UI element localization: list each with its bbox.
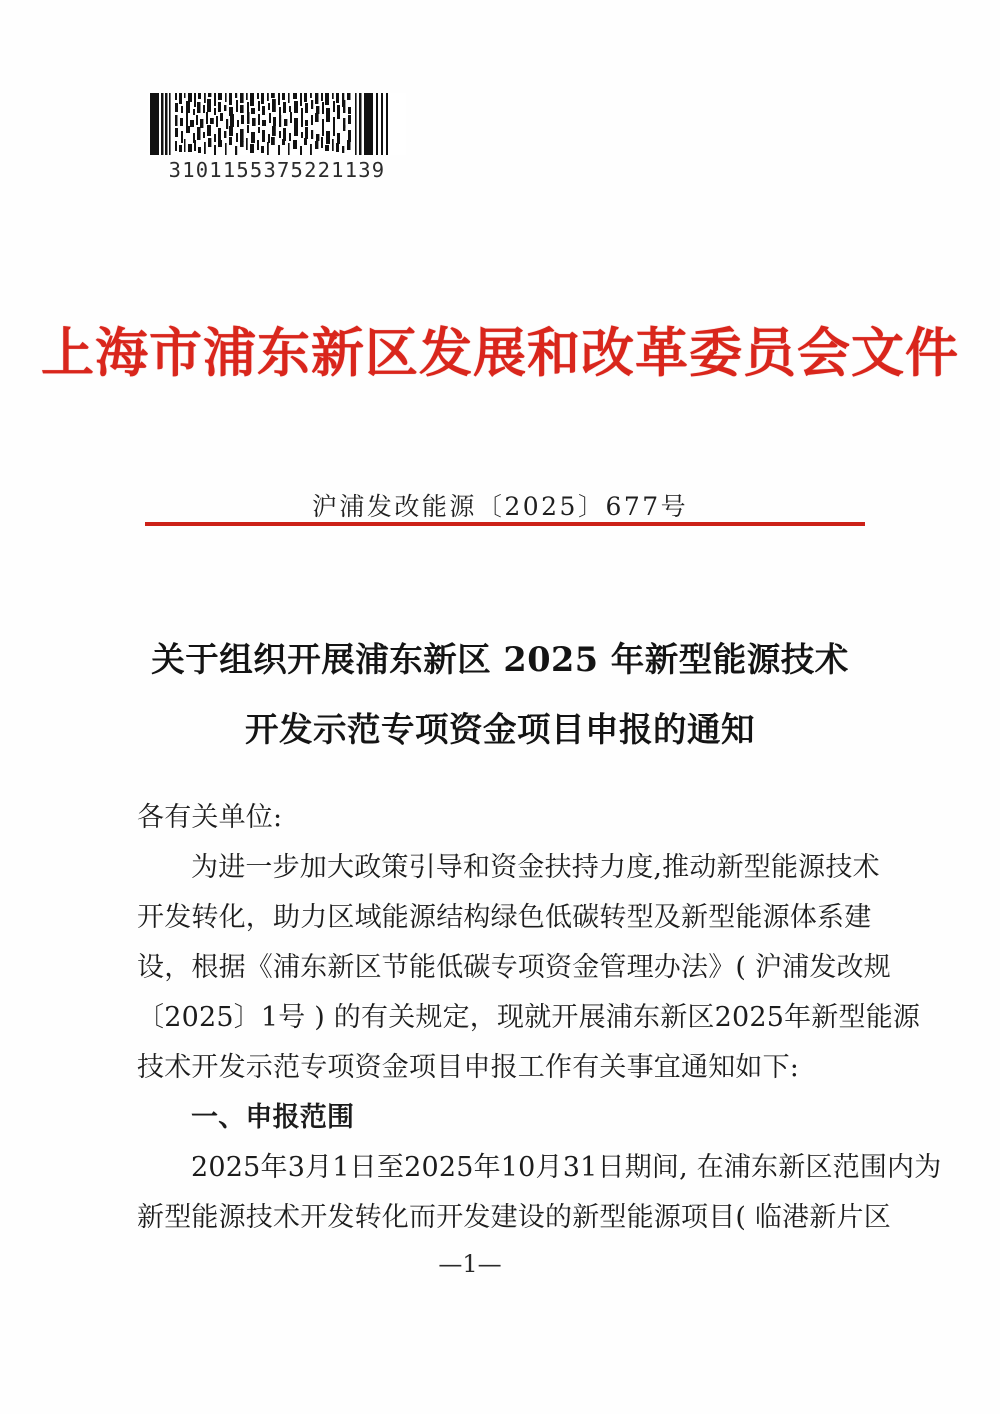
section-line: 2025年3月1日至2025年10月31日期间, 在浦东新区范围内为 — [191, 1152, 942, 1183]
document-title — [100, 625, 900, 765]
document-number: 沪浦发改能源〔2025〕677号 — [311, 492, 689, 521]
barcode-2d-pdf417-icon — [148, 93, 406, 155]
paragraph-line: 开发转化，助力区域能源结构绿色低碳转型及新型能源体系建 — [137, 902, 872, 933]
document-title-line-1: 关于组织开展浦东新区 2025 年新型能源技术 — [151, 640, 849, 679]
paragraph-line: 设，根据《浦东新区节能低碳专项资金管理办法》( 沪浦发改规 — [137, 952, 891, 983]
page-number-footer: —1— — [438, 1250, 502, 1278]
paragraph-line: 〔2025〕1号 ) 的有关规定，现就开展浦东新区2025年新型能源 — [137, 1002, 921, 1033]
paragraph-line: 技术开发示范专项资金项目申报工作有关事宜通知如下: — [137, 1052, 800, 1083]
salutation: 各有关单位: — [137, 802, 283, 833]
letterhead-title: 上海市浦东新区发展和改革委员会文件 — [41, 322, 959, 384]
barcode-number: 3101155375221139 — [168, 158, 386, 182]
section-heading-scope: 一、申报范围 — [191, 1102, 355, 1133]
document-title-line-2: 开发示范专项资金项目申报的通知 — [245, 710, 755, 749]
paragraph-line: 为进一步加大政策引导和资金扶持力度,推动新型能源技术 — [191, 852, 880, 883]
document-body — [137, 793, 942, 1243]
letterhead — [0, 322, 1000, 385]
section-line: 新型能源技术开发转化而开发建设的新型能源项目( 临港新片区 — [137, 1202, 891, 1233]
red-separator-rule — [145, 522, 865, 526]
document-barcode-block — [148, 93, 406, 181]
